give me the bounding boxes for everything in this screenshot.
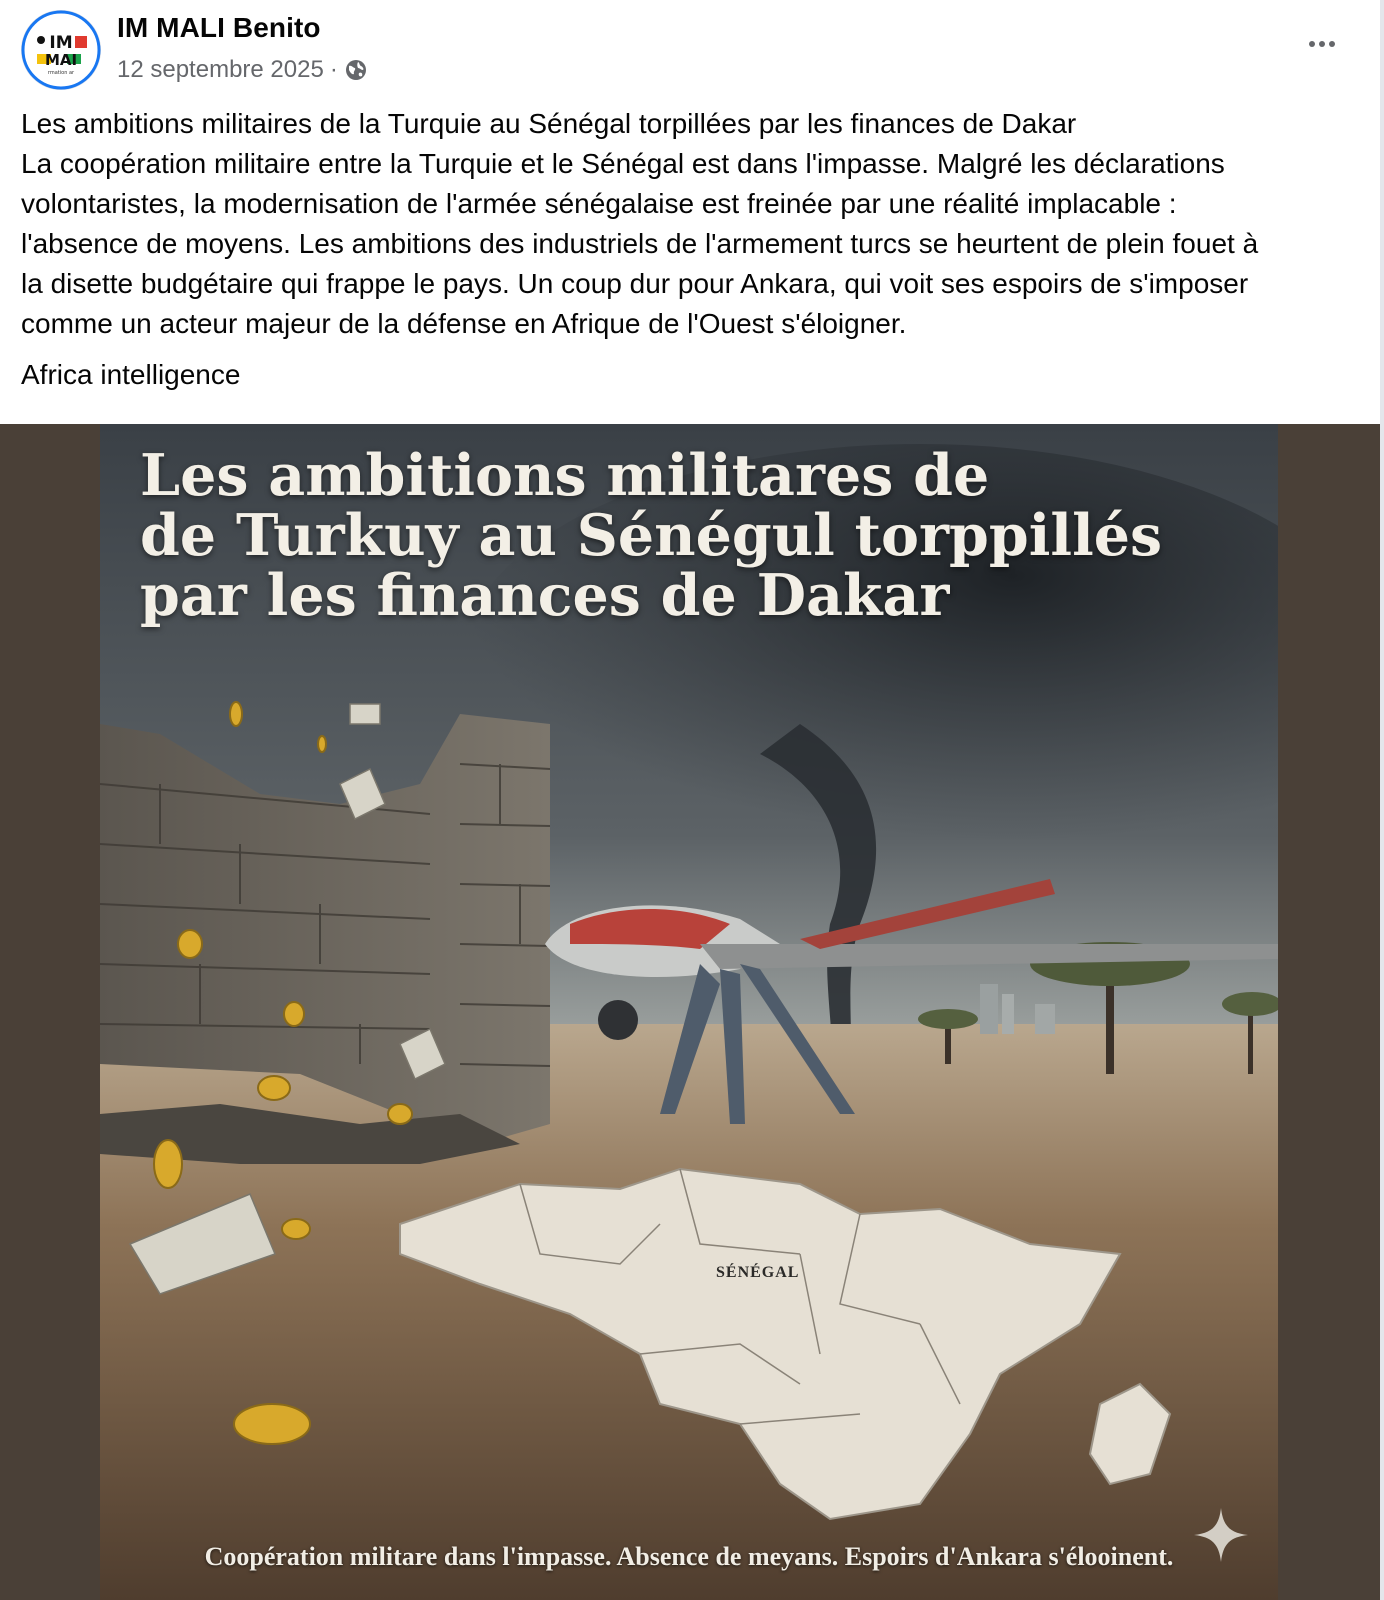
image-title-line: Les ambitions militares de — [140, 442, 990, 509]
avatar-line2: MAI — [44, 51, 78, 69]
more-options-button[interactable] — [1296, 24, 1348, 64]
map-country-label: SÉNÉGAL — [716, 1264, 800, 1281]
post-source: Africa intelligence — [21, 359, 241, 390]
post-image[interactable] — [100, 424, 1278, 1600]
post-meta — [117, 56, 368, 84]
post-body — [21, 104, 1351, 344]
post-text-line: Les ambitions militaires de la Turquie au Sénégal torpillées par les finances de Dakar — [21, 108, 1077, 139]
image-title — [140, 442, 1240, 629]
post-text-line: comme un acteur majeur de la défense en Afrique de l'Ouest s'éloigner. — [21, 308, 907, 339]
meta-separator: · — [329, 56, 338, 83]
image-title-line: de Turkuy au Sénégul torppillés — [140, 502, 1163, 569]
avatar[interactable] — [21, 10, 101, 90]
sparkle-icon — [1192, 1506, 1250, 1564]
image-caption: Coopération militare dans l'impasse. Absence de meyans. Espoirs d'Ankara s'élooinent. — [204, 1542, 1174, 1571]
author-name[interactable]: IM MALI Benito — [117, 12, 321, 43]
post-date[interactable]: 12 septembre 2025 — [117, 56, 324, 83]
post-text-line: l'absence de moyens. Les ambitions des industriels de l'armement turcs se heurtent de plein fouet à — [21, 228, 1259, 259]
post-text-line: La coopération militaire entre la Turquie et le Sénégal est dans l'impasse. Malgré les déclarations — [21, 148, 1225, 179]
post-image-container[interactable] — [0, 424, 1380, 1600]
scrollbar-edge — [1380, 0, 1384, 1600]
avatar-line1: IM — [49, 33, 73, 53]
post-header — [0, 0, 1380, 100]
more-horizontal-icon — [1309, 41, 1315, 47]
post-text-line: volontaristes, la modernisation de l'armée sénégalaise est freinée par une réalité implacable : — [21, 188, 1177, 219]
globe-icon — [344, 58, 368, 82]
avatar-small-text: rmation ar — [47, 70, 75, 76]
image-title-line: par les finances de Dakar — [140, 562, 950, 629]
post-text-line: la disette budgétaire qui frappe le pays. Un coup dur pour Ankara, qui voit ses espoirs de s'imposer — [21, 268, 1249, 299]
